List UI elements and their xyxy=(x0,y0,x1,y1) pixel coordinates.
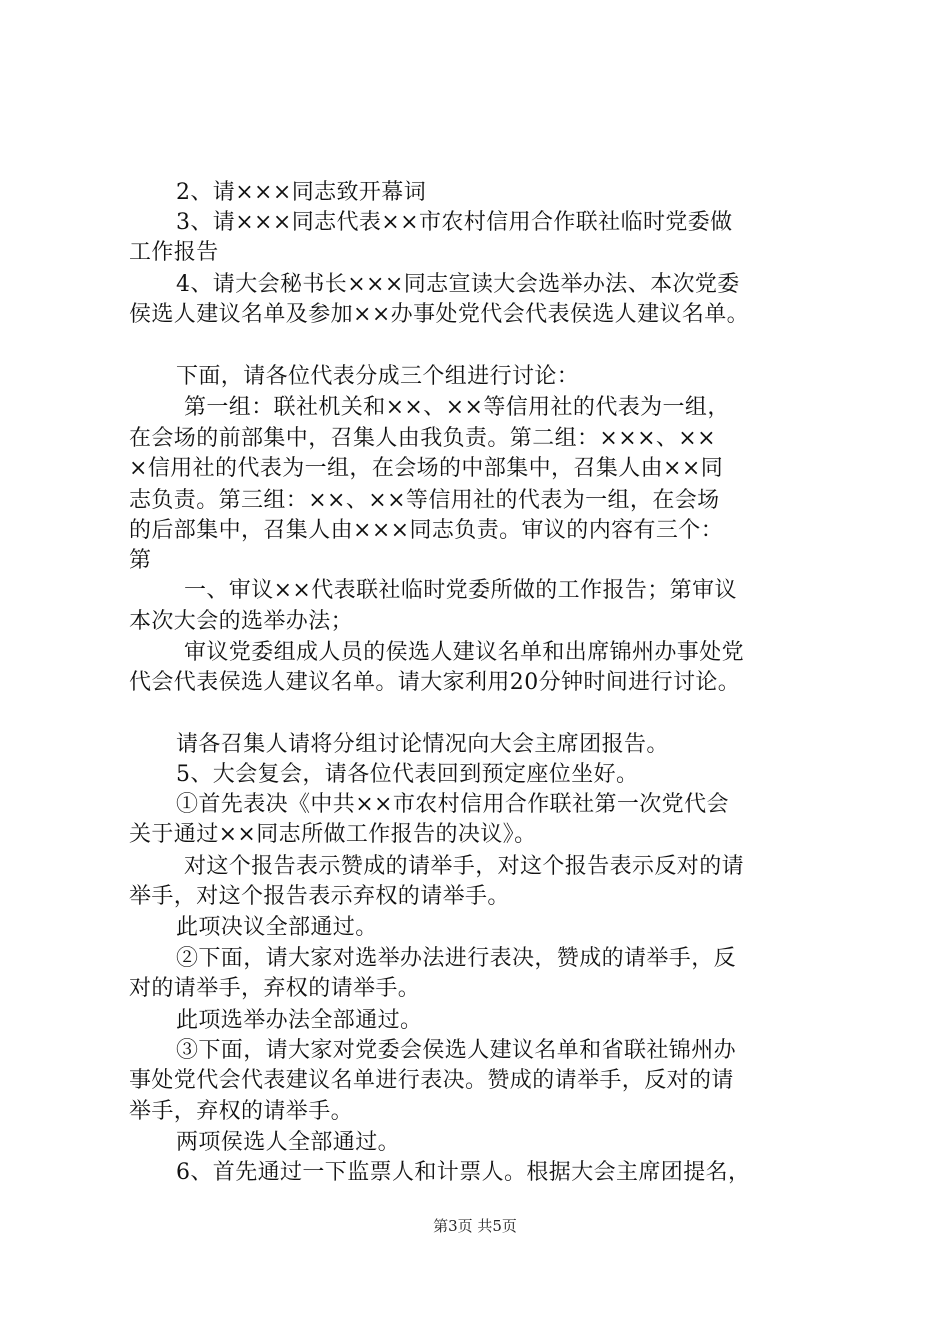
body-line: 两项侯选人全部通过。 xyxy=(176,1130,401,1155)
body-line: 关于通过××同志所做工作报告的决议》。 xyxy=(129,822,537,847)
body-line: 一、审议××代表联社临时党委所做的工作报告；第审议 xyxy=(184,578,737,603)
body-line: 的后部集中，召集人由×××同志负责。审议的内容有三个： xyxy=(129,518,724,543)
body-line: 工作报告 xyxy=(129,240,219,265)
body-line: ①首先表决《中共××市农村信用合作联社第一次党代会 xyxy=(176,792,729,817)
body-line: 举手，对这个报告表示弃权的请举手。 xyxy=(129,884,510,909)
body-line: 对这个报告表示赞成的请举手，对这个报告表示反对的请 xyxy=(184,854,745,879)
body-line: 本次大会的选举办法； xyxy=(129,609,354,634)
body-line: 侯选人建议名单及参加××办事处党代会代表侯选人建议名单。 xyxy=(129,302,750,327)
body-line: 第一组：联社机关和××、××等信用社的代表为一组， xyxy=(184,395,730,420)
body-line: 下面，请各位代表分成三个组进行讨论： xyxy=(176,364,580,389)
page-number-footer: 第3页 共5页 xyxy=(433,1217,517,1235)
body-line: 此项选举办法全部通过。 xyxy=(176,1008,423,1033)
body-line: 第 xyxy=(129,548,152,573)
body-line: 志负责。第三组：××、××等信用社的代表为一组，在会场 xyxy=(129,488,720,513)
body-line: 此项决议全部通过。 xyxy=(176,915,378,940)
body-line: 4、请大会秘书长×××同志宣读大会选举办法、本次党委 xyxy=(176,272,740,297)
body-line: 3、请×××同志代表××市农村信用合作联社临时党委做 xyxy=(176,210,733,235)
body-line: ×信用社的代表为一组，在会场的中部集中，召集人由××同 xyxy=(129,456,724,481)
body-line: 2、请×××同志致开幕词 xyxy=(176,180,427,205)
body-line: 审议党委组成人员的侯选人建议名单和出席锦州办事处党 xyxy=(184,640,745,665)
body-line: 在会场的前部集中，召集人由我负责。第二组：×××、×× xyxy=(129,426,716,451)
body-line: ③下面，请大家对党委会侯选人建议名单和省联社锦州办 xyxy=(176,1038,737,1063)
body-line: ②下面，请大家对选举办法进行表决，赞成的请举手，反 xyxy=(176,946,737,971)
body-line: 6、首先通过一下监票人和计票人。根据大会主席团提名， xyxy=(176,1160,751,1185)
body-line: 5、大会复会，请各位代表回到预定座位坐好。 xyxy=(176,762,639,787)
body-line: 代会代表侯选人建议名单。请大家利用20分钟时间进行讨论。 xyxy=(129,670,741,695)
body-line: 请各召集人请将分组讨论情况向大会主席团报告。 xyxy=(176,732,669,757)
body-line: 事处党代会代表建议名单进行表决。赞成的请举手，反对的请 xyxy=(129,1068,734,1093)
body-line: 对的请举手，弃权的请举手。 xyxy=(129,976,421,1001)
body-line: 举手，弃权的请举手。 xyxy=(129,1099,354,1124)
